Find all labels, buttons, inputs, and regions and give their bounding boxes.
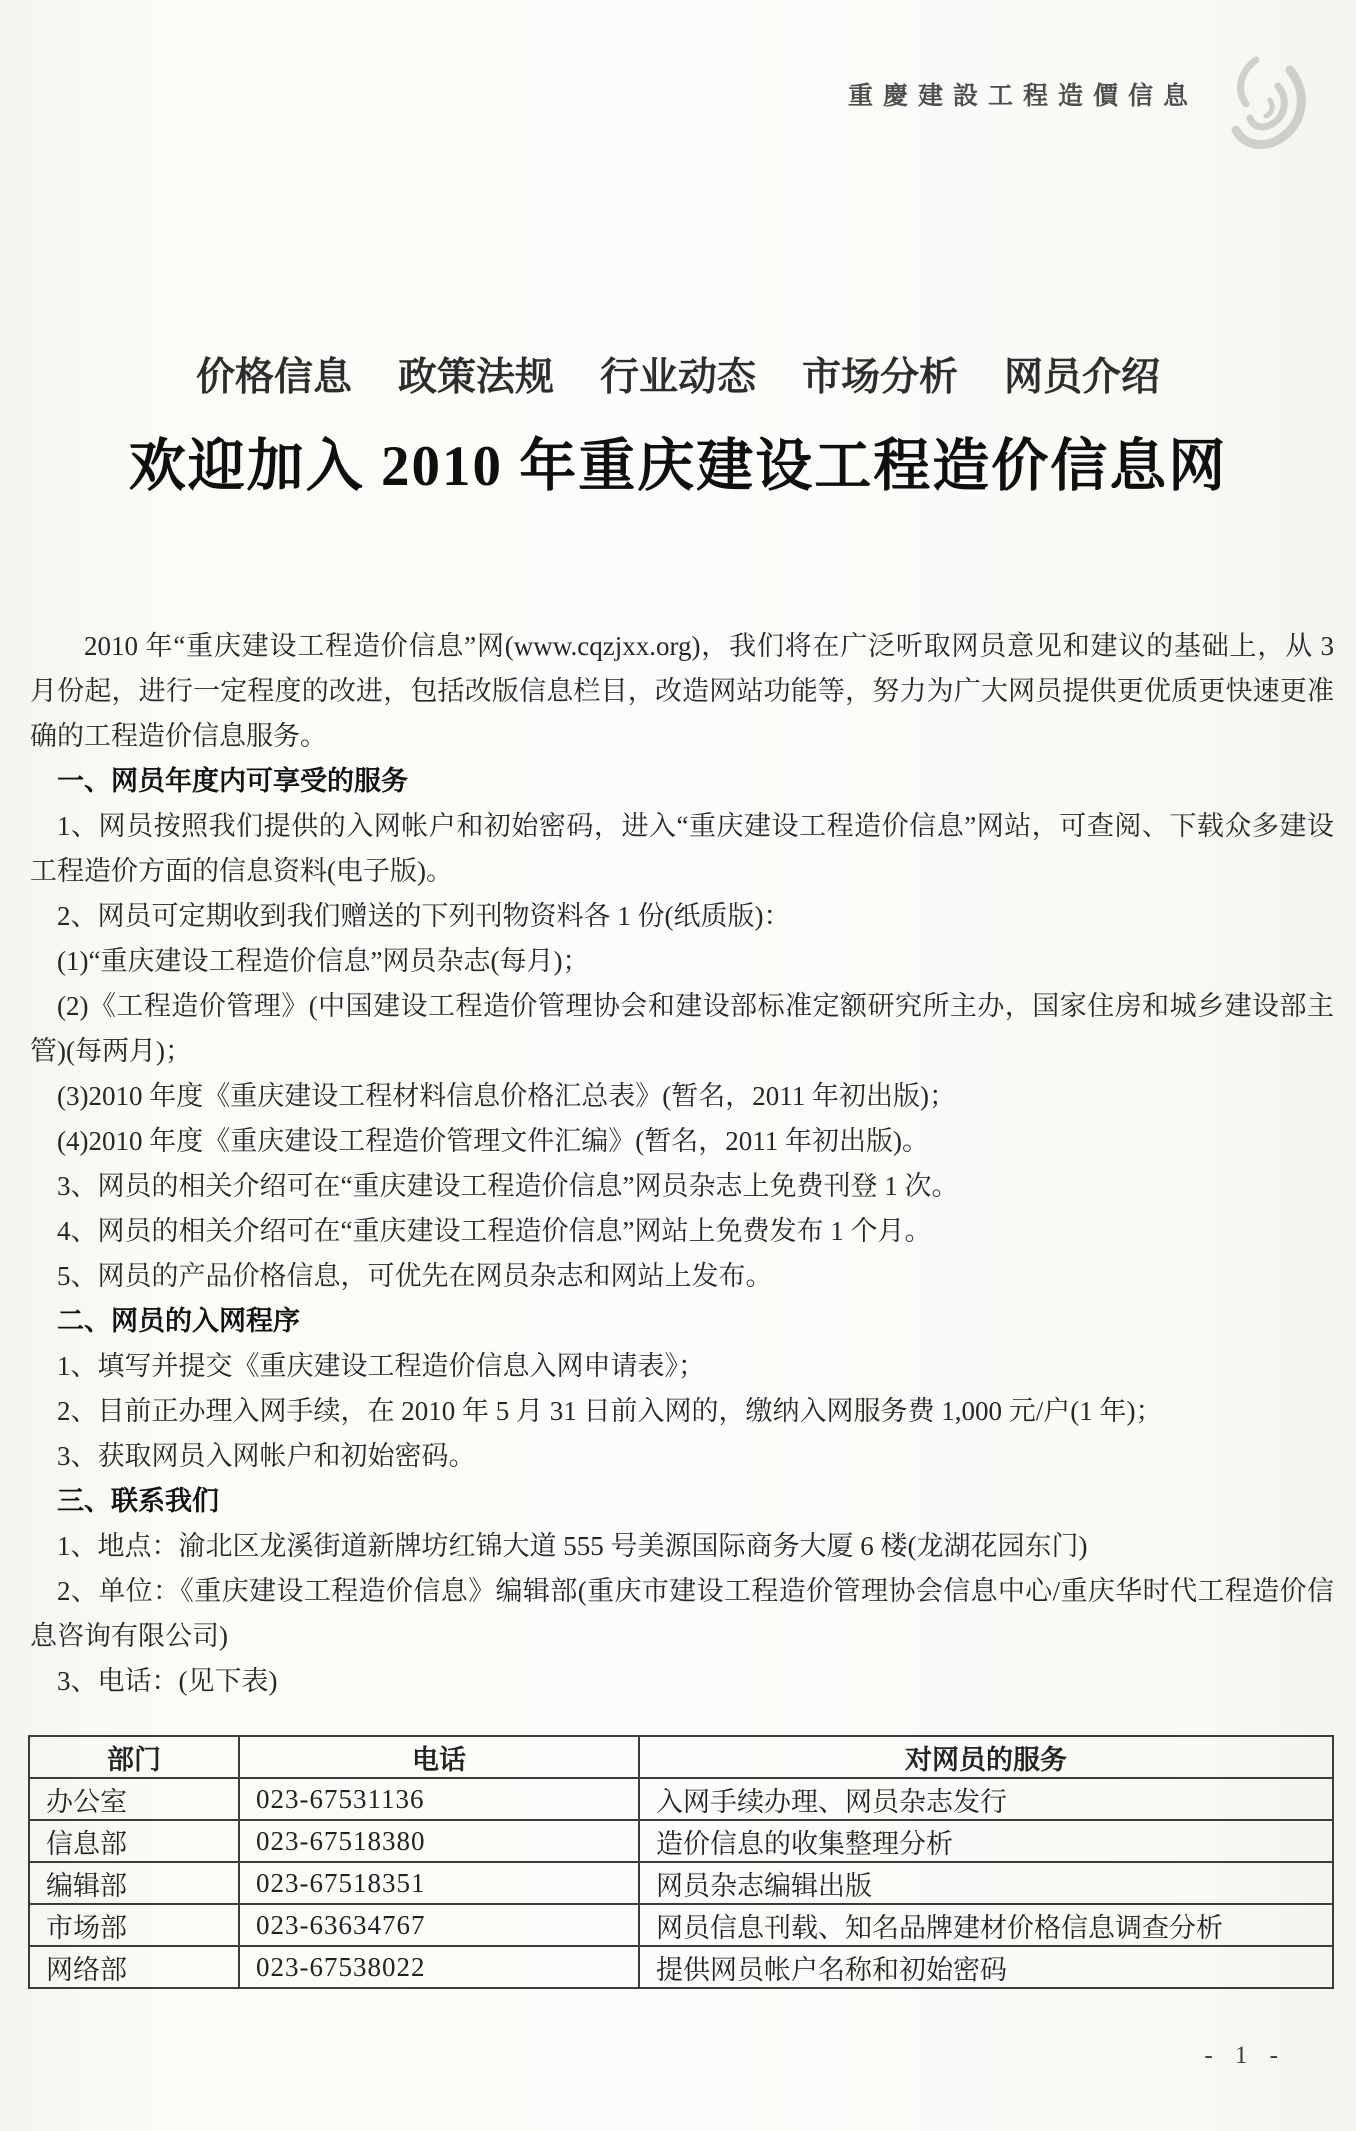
dept-cell: 办公室 bbox=[29, 1778, 239, 1820]
category-members: 网员介绍 bbox=[1004, 356, 1161, 399]
table-header-department: 部门 bbox=[29, 1736, 239, 1778]
section-2-item: 2、目前正办理入网手续，在 2010 年 5 月 31 日前入网的，缴纳入网服务费 1,000 元/户(1 年)； bbox=[57, 1396, 1163, 1426]
table-header-services: 对网员的服务 bbox=[639, 1736, 1333, 1778]
category-strip bbox=[0, 346, 1356, 402]
category-industry: 行业动态 bbox=[599, 356, 756, 399]
section-3-item: 3、电话：(见下表) bbox=[57, 1666, 278, 1696]
table-row bbox=[29, 1904, 1333, 1946]
service-cell: 入网手续办理、网员杂志发行 bbox=[639, 1778, 1333, 1820]
journal-swirl-logo-icon bbox=[1226, 52, 1312, 156]
dept-cell: 市场部 bbox=[29, 1904, 239, 1946]
dept-cell: 信息部 bbox=[29, 1820, 239, 1862]
intro-paragraph: 2010 年“重庆建设工程造价信息”网(www.cqzjxx.org)，我们将在广泛听取网员意见和建议的基础上，从 3 月份起，进行一定程度的改进，包括改版信息栏目，改造网站功能等，努力为广大网员提供更优质更快速更准确的工程造价信息服务。 bbox=[30, 631, 1334, 751]
table-row bbox=[29, 1946, 1333, 1988]
page-number: - 1 - bbox=[1204, 2042, 1286, 2069]
category-policy: 政策法规 bbox=[397, 356, 554, 399]
section-3-heading: 三、联系我们 bbox=[57, 1486, 219, 1516]
section-1-heading: 一、网员年度内可享受的服务 bbox=[57, 766, 408, 796]
dept-cell: 编辑部 bbox=[29, 1862, 239, 1904]
section-1-item: 3、网员的相关介绍可在“重庆建设工程造价信息”网员杂志上免费刊登 1 次。 bbox=[57, 1171, 959, 1201]
phone-cell: 023-63634767 bbox=[239, 1904, 639, 1946]
table-header-phone: 电话 bbox=[239, 1736, 639, 1778]
article-body bbox=[30, 624, 1334, 1704]
dept-cell: 网络部 bbox=[29, 1946, 239, 1988]
table-row bbox=[29, 1778, 1333, 1820]
service-cell: 网员杂志编辑出版 bbox=[639, 1862, 1333, 1904]
category-market: 市场分析 bbox=[802, 356, 959, 399]
article-title: 欢迎加入 2010 年重庆建设工程造价信息网 bbox=[128, 435, 1228, 498]
category-price-info: 价格信息 bbox=[195, 356, 352, 399]
service-cell: 网员信息刊载、知名品牌建材价格信息调查分析 bbox=[639, 1904, 1333, 1946]
section-1-item: 5、网员的产品价格信息，可优先在网员杂志和网站上发布。 bbox=[57, 1261, 773, 1291]
section-2-item: 1、填写并提交《重庆建设工程造价信息入网申请表》； bbox=[57, 1351, 705, 1381]
phone-cell: 023-67531136 bbox=[239, 1778, 639, 1820]
table-row bbox=[29, 1820, 1333, 1862]
table-row bbox=[29, 1862, 1333, 1904]
section-3-item: 2、单位：《重庆建设工程造价信息》编辑部(重庆市建设工程造价管理协会信息中心/重庆华时代工程造价信息咨询有限公司) bbox=[30, 1576, 1334, 1651]
section-3-item: 1、地点：渝北区龙溪街道新牌坊红锦大道 555 号美源国际商务大厦 6 楼(龙湖花园东门) bbox=[57, 1531, 1088, 1561]
section-1-subitem: (2)《工程造价管理》(中国建设工程造价管理协会和建设部标准定额研究所主办，国家住房和城乡建设部主管)(每两月)； bbox=[30, 991, 1334, 1066]
journal-brand-title: 重慶建設工程造價信息 bbox=[847, 83, 1198, 110]
service-cell: 提供网员帐户名称和初始密码 bbox=[639, 1946, 1333, 1988]
section-1-item: 4、网员的相关介绍可在“重庆建设工程造价信息”网站上免费发布 1 个月。 bbox=[57, 1216, 932, 1246]
section-1-subitem: (1)“重庆建设工程造价信息”网员杂志(每月)； bbox=[57, 946, 590, 976]
phone-cell: 023-67538022 bbox=[239, 1946, 639, 1988]
phone-cell: 023-67518380 bbox=[239, 1820, 639, 1862]
section-2-item: 3、获取网员入网帐户和初始密码。 bbox=[57, 1441, 476, 1471]
service-cell: 造价信息的收集整理分析 bbox=[639, 1820, 1333, 1862]
phone-cell: 023-67518351 bbox=[239, 1862, 639, 1904]
section-1-item: 2、网员可定期收到我们赠送的下列刊物资料各 1 份(纸质版)： bbox=[57, 901, 791, 931]
section-2-heading: 二、网员的入网程序 bbox=[57, 1306, 300, 1336]
section-1-item: 1、网员按照我们提供的入网帐户和初始密码，进入“重庆建设工程造价信息”网站，可查阅、下载众多建设工程造价方面的信息资料(电子版)。 bbox=[30, 811, 1334, 886]
section-1-subitem: (3)2010 年度《重庆建设工程材料信息价格汇总表》(暂名，2011 年初出版)； bbox=[57, 1081, 956, 1111]
section-1-subitem: (4)2010 年度《重庆建设工程造价管理文件汇编》(暂名，2011 年初出版)。 bbox=[57, 1126, 929, 1156]
table-header-row bbox=[29, 1736, 1333, 1778]
contact-phone-table bbox=[28, 1735, 1334, 1989]
